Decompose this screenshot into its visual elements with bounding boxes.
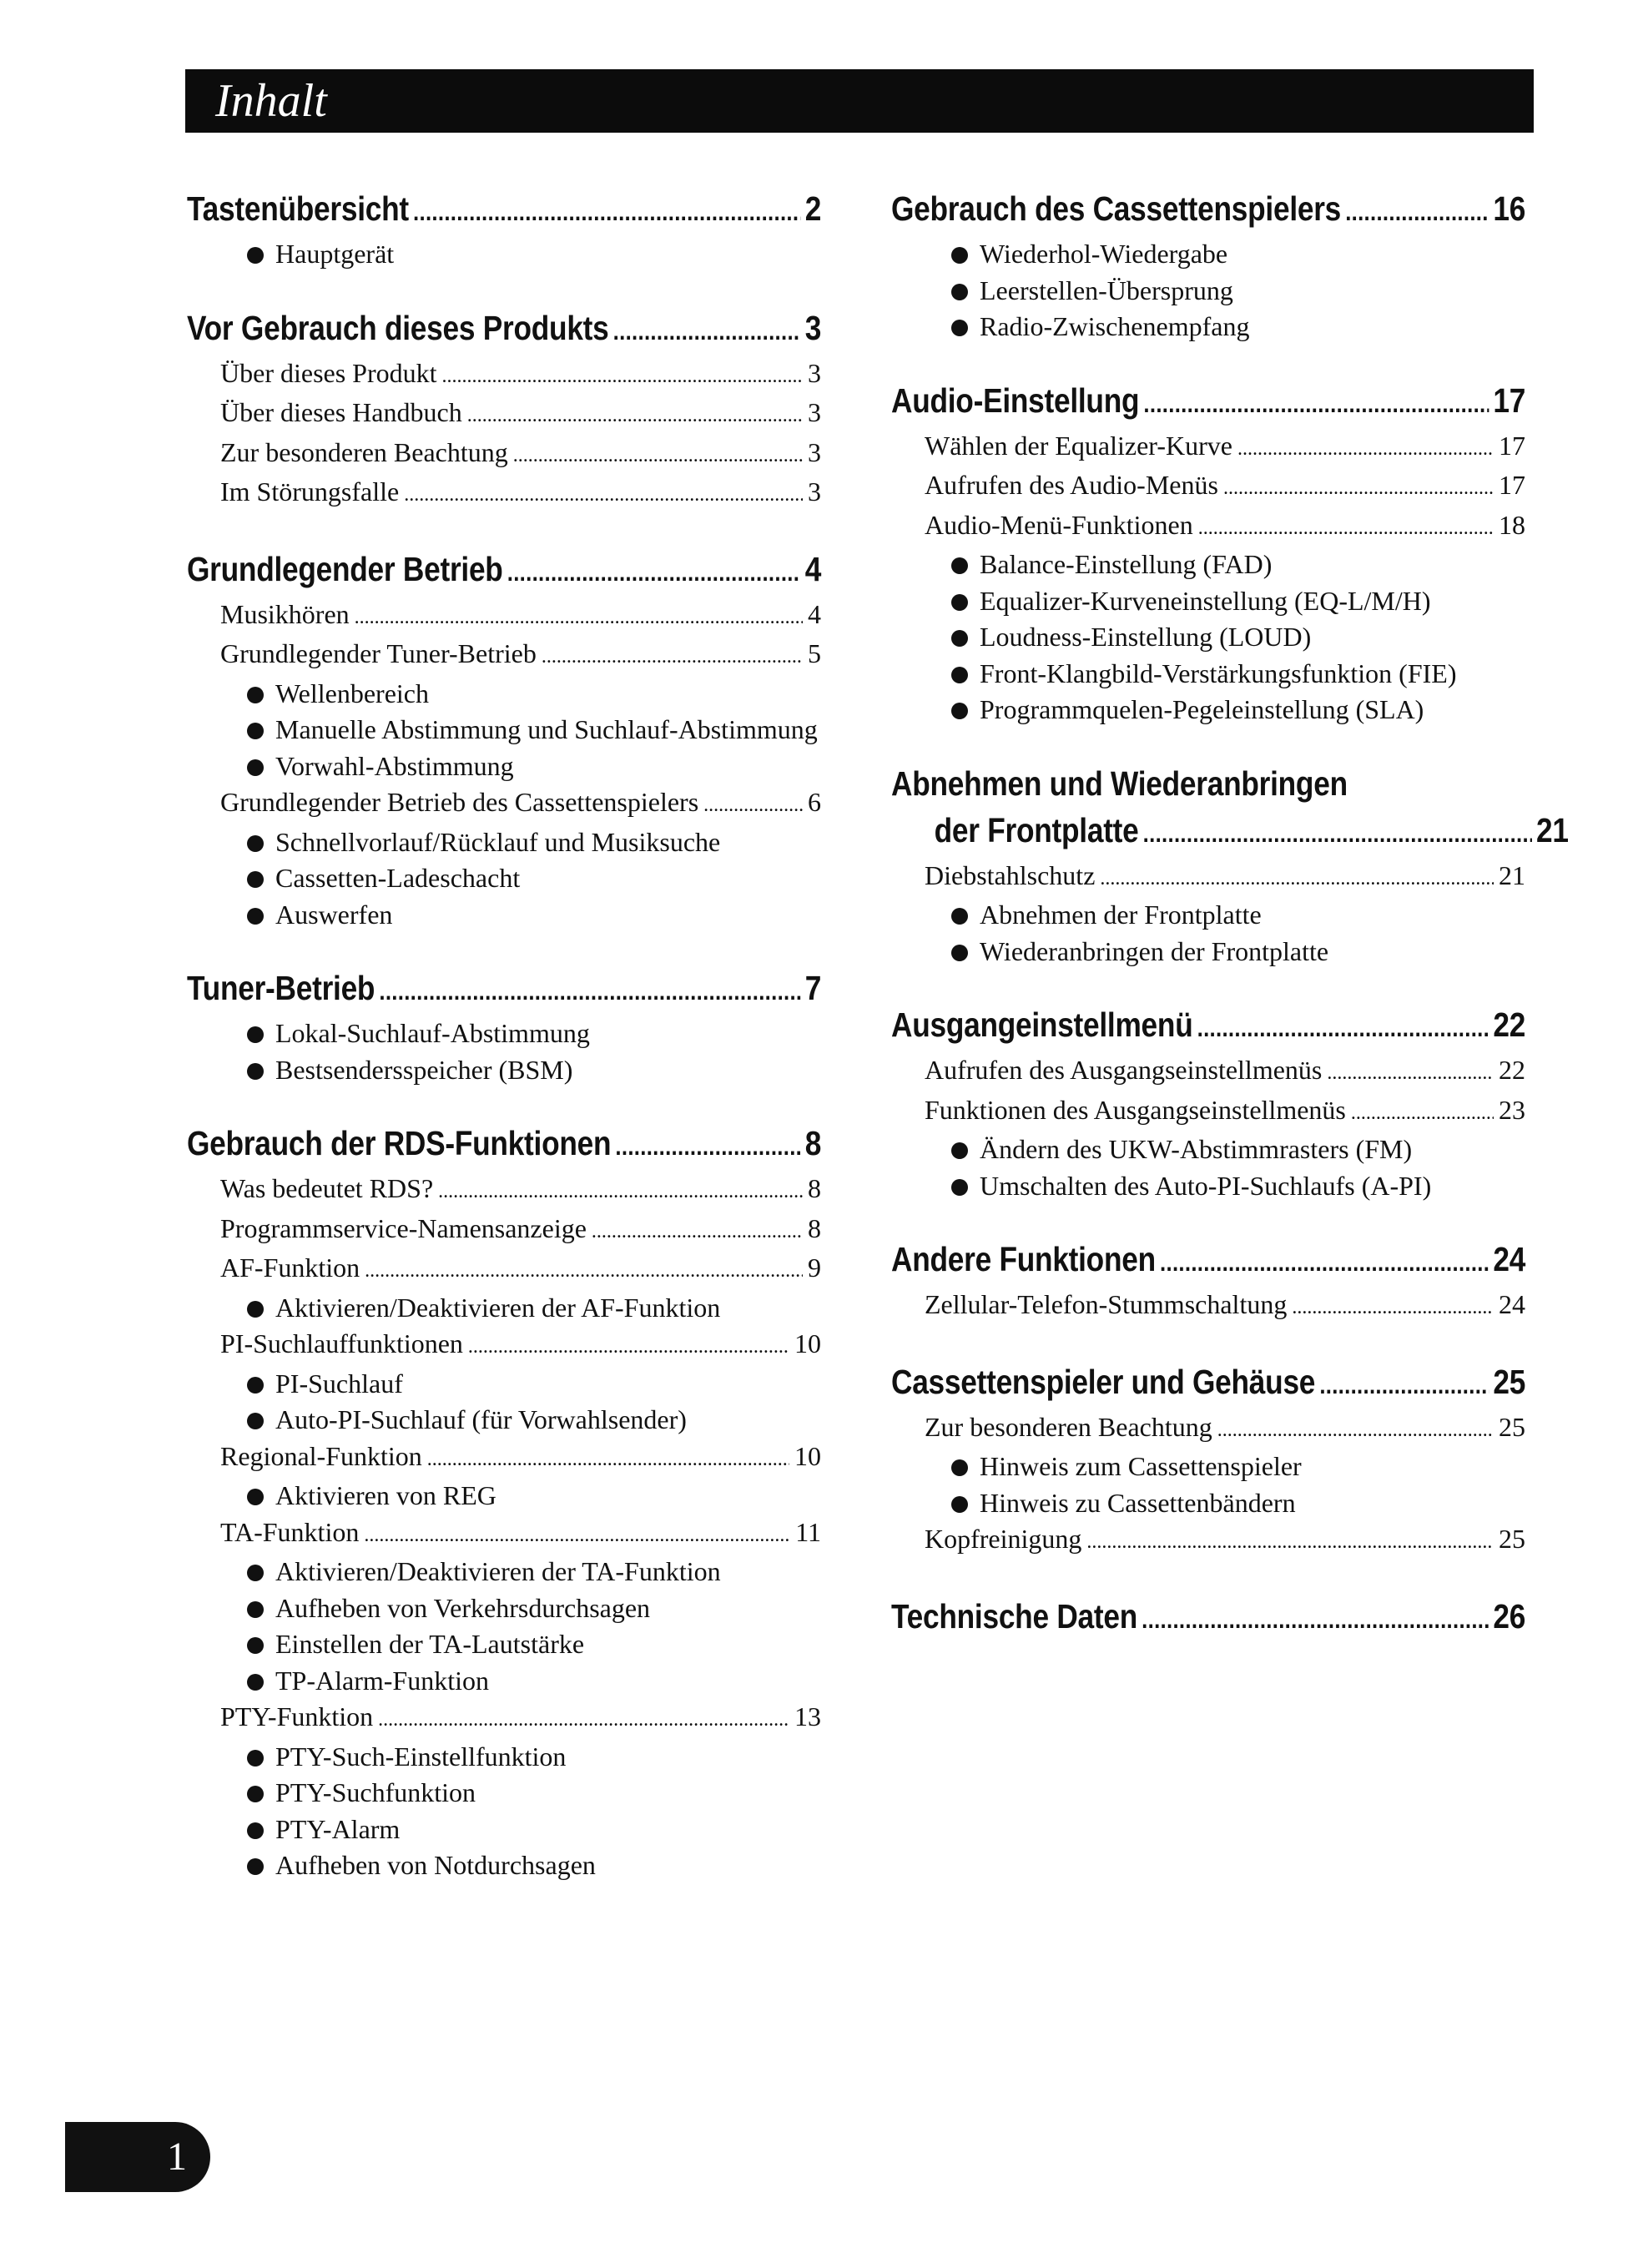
entry-title: Regional-Funktion [220,1440,422,1471]
toc-bullet-item [187,824,821,861]
page-number: 1 [167,2134,187,2179]
toc-bullet-item [187,748,821,785]
entry-page-number: 23 [1499,1094,1525,1125]
section-title: Vor Gebrauch dieses Produkts [187,308,609,347]
entry-title: Im Störungsfalle [220,476,400,507]
toc-entry[interactable] [187,636,821,676]
section-title-continued: der Frontplatte [934,810,1139,849]
bullet-dot-icon [247,687,264,703]
entry-page-number: 3 [808,436,821,467]
entry-page-number: 10 [794,1440,821,1471]
toc-section [891,760,1569,970]
toc-entry[interactable] [891,858,1525,898]
entry-title: TA-Funktion [220,1516,360,1547]
section-heading[interactable] [187,1120,821,1171]
toc-section [891,1358,1525,1561]
bullet-dot-icon [247,1786,264,1802]
entry-title: Grundlegender Betrieb des Cassettenspielers [220,787,699,817]
section-entries [891,858,1525,970]
entry-page-number: 24 [1499,1289,1525,1319]
dot-leader [404,474,803,514]
entry-title: Wählen der Equalizer-Kurve [925,430,1232,461]
bullet-dot-icon [951,594,968,611]
toc-section [187,1120,821,1884]
entry-page-number: 18 [1499,509,1525,540]
bullet-dot-icon [247,247,264,264]
bullet-dot-icon [247,1858,264,1875]
entry-page-number: 3 [808,357,821,388]
bullet-text: PTY-Suchfunktion [275,1777,476,1807]
section-entries [187,236,821,273]
toc-bullet-item [187,1052,821,1089]
bullet-dot-icon [951,667,968,683]
toc-bullet-item [187,1739,821,1776]
toc-entry[interactable] [187,1211,821,1251]
section-page-number: 26 [1493,1596,1526,1635]
toc-bullet-item [187,1626,821,1663]
section-title: Tastenübersicht [187,189,409,228]
section-heading[interactable] [187,305,821,355]
dot-leader [703,784,803,824]
section-heading[interactable] [891,1236,1525,1287]
dot-leader [413,185,801,236]
bullet-text: Wiederhol-Wiedergabe [980,239,1228,269]
entry-title: Aufrufen des Ausgangseinstellmenüs [925,1055,1323,1085]
bullet-text: Aktivieren von REG [275,1480,496,1510]
bullet-text: Wellenbereich [275,678,429,708]
toc-entry[interactable] [187,1171,821,1211]
bullet-text: Programmquelen-Pegeleinstellung (SLA) [980,694,1424,724]
toc-entry[interactable] [187,784,821,824]
dot-leader [1143,377,1489,428]
entry-page-number: 5 [808,638,821,668]
section-heading[interactable] [891,760,1525,807]
toc-bullet-item [187,1847,821,1884]
page-number-tab [65,2122,210,2192]
bullet-text: Hauptgerät [275,239,395,269]
toc-entry[interactable] [187,1439,821,1479]
bullet-text: Auswerfen [275,899,393,930]
toc-entry[interactable] [891,1409,1525,1449]
bullet-text: Radio-Zwischenempfang [980,311,1250,341]
entry-title: Über dieses Produkt [220,357,437,388]
bullet-dot-icon [247,1822,264,1839]
bullet-text: Hinweis zu Cassettenbändern [980,1487,1296,1518]
toc-entry[interactable] [891,1287,1525,1327]
dot-leader [378,1699,789,1739]
bullet-text: Cassetten-Ladeschacht [275,863,521,893]
dot-leader [615,1120,800,1171]
toc-bullet-item [891,273,1525,310]
entry-page-number: 6 [808,787,821,817]
toc-section [891,1001,1525,1204]
dot-leader [613,305,801,355]
toc-bullet-item [187,676,821,713]
toc-entry[interactable] [187,474,821,514]
toc-entry[interactable] [187,355,821,396]
entry-page-number: 17 [1499,430,1525,461]
entry-page-number: 22 [1499,1055,1525,1085]
section-title: Tuner-Betrieb [187,969,375,1007]
section-title: Gebrauch des Cassettenspielers [891,189,1342,228]
section-page-number: 21 [1536,810,1569,849]
entry-title: Audio-Menü-Funktionen [925,509,1193,540]
entry-title: Zur besonderen Beachtung [220,436,508,467]
bullet-text: Aufheben von Notdurchsagen [275,1850,596,1880]
toc-section [891,1593,1525,1644]
entry-page-number: 10 [794,1328,821,1358]
toc-bullet-item [891,692,1525,728]
toc-entry[interactable] [891,1092,1525,1132]
dot-leader [1197,1001,1489,1052]
dot-leader [438,1171,803,1211]
bullet-text: Manuelle Abstimmung und Suchlauf-Abstimmung [275,714,818,744]
bullet-text: Lokal-Suchlauf-Abstimmung [275,1018,590,1048]
entry-title: Was bedeutet RDS? [220,1173,434,1203]
section-title: Audio-Einstellung [891,381,1140,420]
toc-bullet-item [187,1366,821,1403]
section-page-number: 16 [1493,189,1526,228]
dot-leader [1327,1052,1494,1092]
bullet-dot-icon [247,1489,264,1505]
entry-title: Diebstahlschutz [925,859,1096,890]
toc-entry[interactable] [891,507,1525,547]
toc-entry[interactable] [891,428,1525,468]
section-heading-continued[interactable] [891,807,1569,858]
bullet-dot-icon [247,1377,264,1394]
section-page-number: 3 [804,308,822,347]
section-page-number: 8 [804,1124,822,1162]
bullet-text: TP-Alarm-Funktion [275,1665,489,1696]
entry-title: PI-Suchlauffunktionen [220,1328,463,1358]
section-entries [187,355,821,514]
dot-leader [1223,467,1494,507]
bullet-dot-icon [247,1413,264,1429]
bullet-text: Abnehmen der Frontplatte [980,900,1262,930]
bullet-text: Aktivieren/Deaktivieren der TA-Funktion [275,1556,721,1586]
dot-leader [1292,1287,1494,1327]
toc-right-column [891,185,1569,1644]
dot-leader [379,965,800,1016]
bullet-text: Einstellen der TA-Lautstärke [275,1629,585,1659]
toc-section [187,546,821,934]
dot-leader [1142,1593,1489,1644]
entry-page-number: 13 [794,1701,821,1731]
section-page-number: 24 [1493,1240,1526,1278]
toc-bullet-item [891,547,1525,583]
section-entries [891,1287,1525,1327]
section-heading[interactable] [187,185,821,236]
entry-title: Aufrufen des Audio-Menüs [925,470,1218,500]
bullet-dot-icon [951,945,968,961]
bullet-dot-icon [247,871,264,888]
bullet-text: PTY-Such-Einstellfunktion [275,1741,567,1772]
bullet-text: Vorwahl-Abstimmung [275,750,514,781]
section-heading[interactable] [187,546,821,597]
bullet-dot-icon [247,1637,264,1654]
bullet-text: PI-Suchlauf [275,1368,403,1399]
dot-leader [592,1211,803,1251]
bullet-text: Loudness-Einstellung (LOUD) [980,622,1312,652]
bullet-dot-icon [247,1063,264,1080]
toc-bullet-item [891,934,1525,970]
section-title: Gebrauch der RDS-Funktionen [187,1124,612,1162]
bullet-text: PTY-Alarm [275,1813,401,1844]
dot-leader [442,355,803,396]
entry-page-number: 4 [808,598,821,629]
toc-bullet-item [187,1775,821,1812]
toc-left-column [187,185,821,1884]
section-entries [891,1409,1525,1561]
toc-section [891,185,1525,345]
toc-bullet-item [187,1478,821,1515]
section-heading[interactable] [891,1358,1525,1409]
bullet-dot-icon [951,1496,968,1513]
bullet-dot-icon [951,284,968,300]
toc-bullet-item [891,236,1525,273]
entry-title: Musikhören [220,598,350,629]
dot-leader [542,636,803,676]
entry-title: Zellular-Telefon-Stummschaltung [925,1289,1288,1319]
section-page-number: 25 [1493,1362,1526,1401]
dot-leader [1086,1521,1494,1561]
bullet-text: Aufheben von Verkehrsdurchsagen [275,1592,651,1623]
section-title: Ausgangeinstellmenü [891,1005,1193,1044]
section-heading[interactable] [891,377,1525,428]
bullet-text: Front-Klangbild-Verstärkungsfunktion (FIE) [980,658,1457,688]
entry-page-number: 25 [1499,1411,1525,1442]
bullet-text: Schnellvorlauf/Rücklauf und Musiksuche [275,826,721,857]
bullet-dot-icon [247,908,264,925]
toc-bullet-item [187,897,821,934]
section-page-number: 7 [804,969,822,1007]
toc-entry[interactable] [891,1521,1525,1561]
toc-bullet-item [187,1590,821,1627]
dot-leader [364,1515,790,1555]
bullet-dot-icon [247,1674,264,1691]
toc-section [187,965,821,1088]
toc-bullet-item [187,1812,821,1848]
entry-title: PTY-Funktion [220,1701,374,1731]
section-entries [891,236,1525,345]
section-title: Andere Funktionen [891,1240,1156,1278]
bullet-text: Wiederanbringen der Frontplatte [980,935,1329,966]
toc-bullet-item [891,583,1525,620]
dot-leader [1100,858,1494,898]
toc-bullet-item [187,1016,821,1052]
toc-entry[interactable] [187,1326,821,1366]
bullet-dot-icon [247,835,264,852]
bullet-dot-icon [247,1601,264,1618]
toc-entry[interactable] [891,467,1525,507]
dot-leader [507,546,801,597]
section-heading[interactable] [891,185,1525,236]
toc-bullet-item [187,236,821,273]
section-heading[interactable] [891,1001,1525,1052]
dot-leader [365,1250,803,1290]
section-page-number: 2 [804,189,822,228]
bullet-dot-icon [951,247,968,264]
bullet-text: Hinweis zum Cassettenspieler [980,1451,1302,1481]
section-page-number: 4 [804,549,822,588]
entry-page-number: 8 [808,1212,821,1243]
dot-leader [427,1439,789,1479]
entry-page-number: 9 [808,1252,821,1283]
toc-bullet-item [891,1131,1525,1168]
toc-bullet-item [187,860,821,897]
bullet-dot-icon [247,759,264,776]
toc-section [891,1236,1525,1327]
toc-section [187,185,821,273]
bullet-dot-icon [247,1565,264,1581]
toc-section [187,305,821,514]
dot-leader [1160,1236,1489,1287]
entry-page-number: 21 [1499,859,1525,890]
entry-title: Programmservice-Namensanzeige [220,1212,587,1243]
entry-title: AF-Funktion [220,1252,360,1283]
section-title: Cassettenspieler und Gehäuse [891,1362,1316,1401]
section-page-number: 22 [1493,1005,1526,1044]
section-entries [187,1171,821,1884]
section-entries [187,597,821,934]
bullet-dot-icon [951,557,968,574]
entry-page-number: 8 [808,1173,821,1203]
toc-bullet-item [891,309,1525,345]
dot-leader [1319,1358,1489,1409]
dot-leader [1345,185,1489,236]
entry-title: Grundlegender Tuner-Betrieb [220,638,537,668]
entry-title: Funktionen des Ausgangseinstellmenüs [925,1094,1346,1125]
section-entries [187,1016,821,1088]
bullet-text: Balance-Einstellung (FAD) [980,549,1273,579]
toc-bullet-item [891,1449,1525,1485]
bullet-dot-icon [247,1026,264,1043]
toc-entry[interactable] [187,1250,821,1290]
dot-leader [1217,1409,1494,1449]
dot-leader [1351,1092,1494,1132]
bullet-text: Ändern des UKW-Abstimmrasters (FM) [980,1134,1413,1164]
bullet-dot-icon [951,1459,968,1476]
toc-bullet-item [187,1290,821,1327]
section-page-number: 17 [1493,381,1526,420]
dot-leader [1237,428,1494,468]
dot-leader [468,1326,789,1366]
toc-bullet-item [891,897,1525,934]
bullet-dot-icon [951,1179,968,1196]
toc-entry[interactable] [187,1699,821,1739]
toc-bullet-item [891,619,1525,656]
bullet-dot-icon [951,1142,968,1159]
section-title: Abnehmen und Wiederanbringen [891,764,1348,803]
section-entries [891,428,1525,728]
bullet-text: Umschalten des Auto-PI-Suchlaufs (A-PI) [980,1170,1432,1201]
dot-leader [1143,807,1532,858]
toc-entry[interactable] [891,1052,1525,1092]
entry-page-number: 3 [808,397,821,427]
entry-page-number: 25 [1499,1524,1525,1554]
bullet-text: Leerstellen-Übersprung [980,275,1233,305]
bullet-dot-icon [247,1301,264,1318]
entry-page-number: 3 [808,476,821,507]
toc-entry[interactable] [187,1515,821,1555]
dot-leader [355,597,803,637]
bullet-text: Auto-PI-Suchlauf (für Vorwahlsender) [275,1404,687,1434]
toc-entry[interactable] [187,597,821,637]
dot-leader [513,435,803,475]
bullet-text: Equalizer-Kurveneinstellung (EQ-L/M/H) [980,585,1431,616]
bullet-dot-icon [951,320,968,336]
bullet-dot-icon [951,908,968,925]
bullet-dot-icon [247,1750,264,1767]
section-heading[interactable] [187,965,821,1016]
entry-title: Kopfreinigung [925,1524,1082,1554]
bullet-text: Aktivieren/Deaktivieren der AF-Funktion [275,1292,721,1323]
toc-entry[interactable] [187,395,821,435]
section-heading[interactable] [891,1593,1525,1644]
toc-entry[interactable] [187,435,821,475]
section-entries [891,1052,1525,1204]
toc-section [891,377,1525,728]
entry-title: Über dieses Handbuch [220,397,462,427]
section-title: Technische Daten [891,1596,1138,1635]
section-title: Grundlegender Betrieb [187,549,503,588]
toc-bullet-item [187,1663,821,1700]
dot-leader [1198,507,1494,547]
bullet-text: Bestsendersspeicher (BSM) [275,1054,573,1085]
entry-title: Zur besonderen Beachtung [925,1411,1212,1442]
toc-bullet-item [891,1485,1525,1522]
toc-bullet-item [187,1554,821,1590]
toc-bullet-item [891,656,1525,693]
entry-page-number: 17 [1499,470,1525,500]
title-bar [185,69,1534,133]
bullet-dot-icon [951,630,968,647]
toc-bullet-item [891,1168,1525,1205]
dot-leader [467,395,803,435]
bullet-dot-icon [951,703,968,719]
toc-bullet-item [187,1402,821,1439]
bullet-dot-icon [247,723,264,739]
toc-bullet-item [187,712,821,748]
page-title: Inhalt [215,75,327,127]
entry-page-number: 11 [795,1516,821,1547]
